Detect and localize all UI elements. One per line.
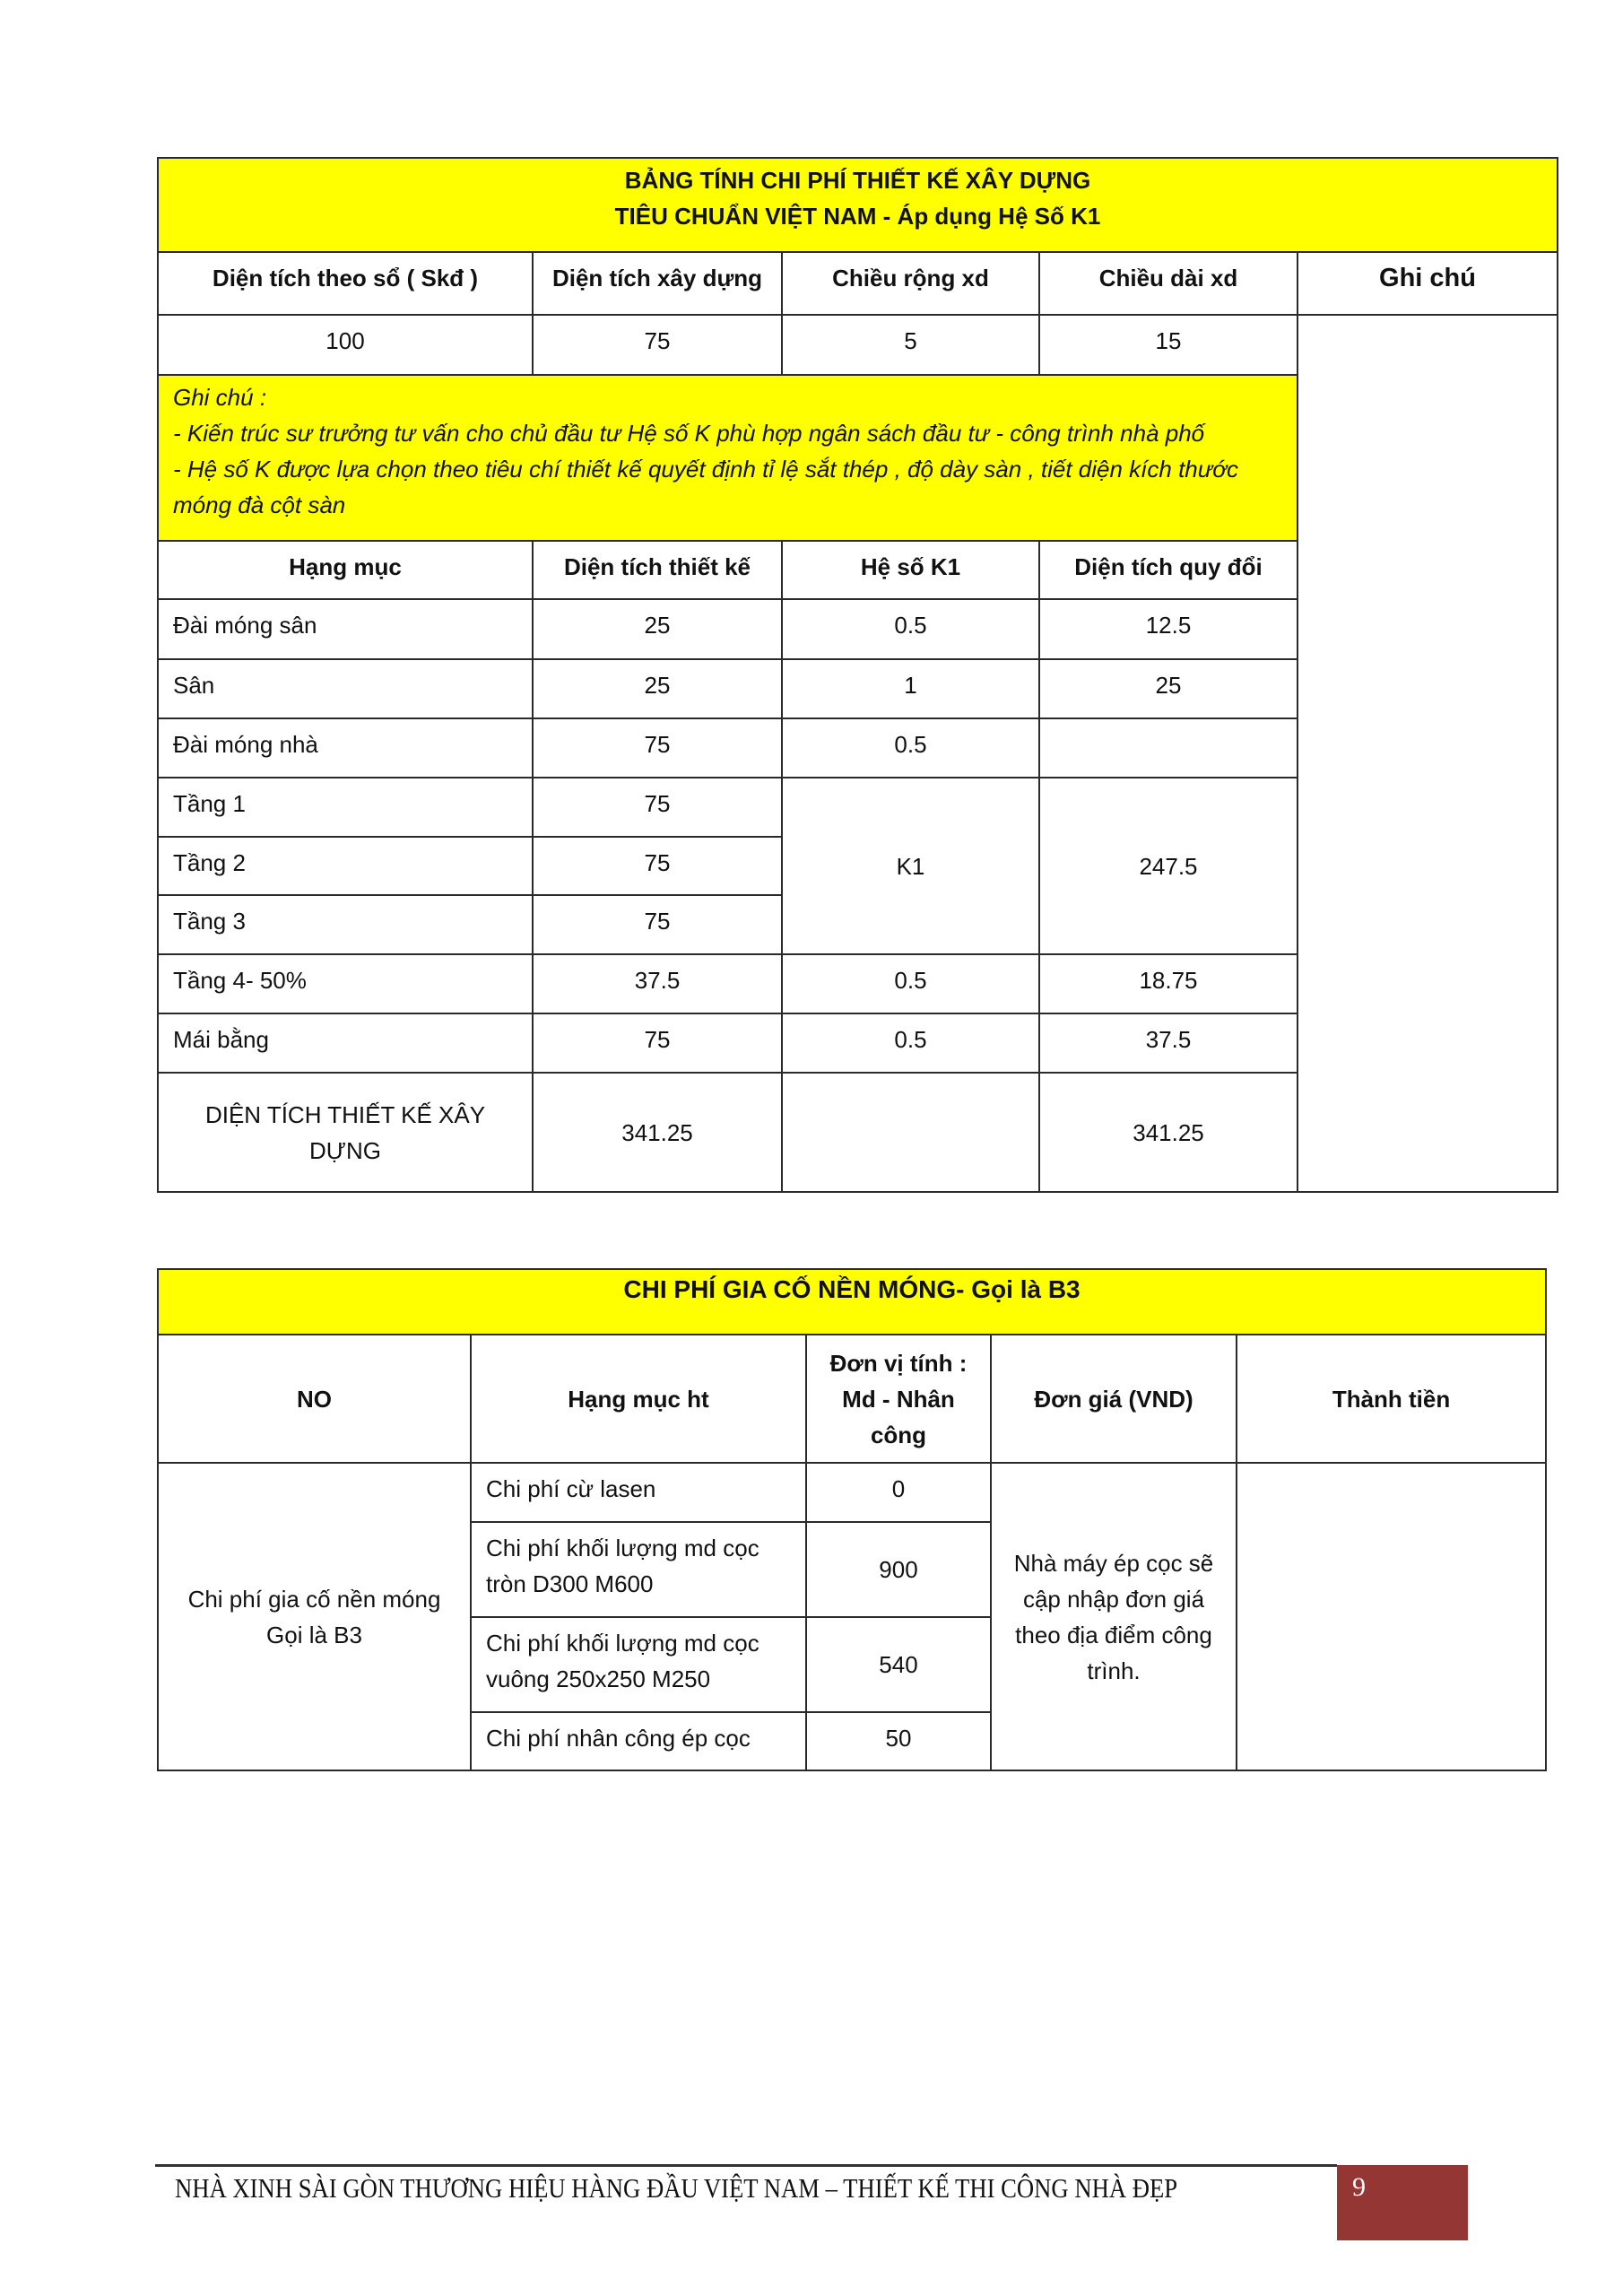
row-k: 0.5 bbox=[782, 718, 1039, 778]
footer-divider bbox=[155, 2164, 1337, 2167]
notes-column-cell bbox=[1298, 315, 1558, 1192]
header-converted-area: Diện tích quy đổi bbox=[1039, 541, 1298, 599]
row-area: 75 bbox=[533, 895, 782, 954]
row-area: 25 bbox=[533, 599, 782, 659]
row-item: Đài móng sân bbox=[158, 599, 533, 659]
row-unit: 540 bbox=[806, 1617, 991, 1712]
page-number-box bbox=[1337, 2165, 1468, 2240]
row-k: 0.5 bbox=[782, 1013, 1039, 1073]
row-item: Chi phí nhân công ép cọc bbox=[471, 1712, 806, 1770]
note-box bbox=[158, 375, 1298, 541]
page-number: 9 bbox=[1352, 2172, 1366, 2202]
price-note: Nhà máy ép cọc sẽ cập nhập đơn giá theo địa điểm công trình. bbox=[991, 1463, 1237, 1770]
group-label: Chi phí gia cố nền móng Gọi là B3 bbox=[158, 1463, 471, 1770]
header-total: Thành tiền bbox=[1237, 1335, 1546, 1463]
table-row bbox=[158, 1463, 1546, 1522]
header-unit: Đơn vị tính : Md - Nhân công bbox=[806, 1335, 991, 1463]
row-converted: 18.75 bbox=[1039, 954, 1298, 1013]
total-converted: 341.25 bbox=[1039, 1073, 1298, 1192]
header-build-area: Diện tích xây dựng bbox=[533, 252, 782, 315]
header-length: Chiều dài xd bbox=[1039, 252, 1298, 315]
total-k bbox=[782, 1073, 1039, 1192]
row-item: Chi phí khối lượng md cọc vuông 250x250 M250 bbox=[471, 1617, 806, 1712]
merged-floors-converted: 247.5 bbox=[1039, 778, 1298, 954]
foundation-cost-title: CHI PHÍ GIA CỐ NỀN MÓNG- Gọi là B3 bbox=[158, 1269, 1546, 1335]
row-area: 75 bbox=[533, 778, 782, 837]
value-length: 15 bbox=[1039, 315, 1298, 375]
row-unit: 0 bbox=[806, 1463, 991, 1522]
row-area: 25 bbox=[533, 659, 782, 718]
row-converted: 25 bbox=[1039, 659, 1298, 718]
row-item: Đài móng nhà bbox=[158, 718, 533, 778]
note-line-1: - Kiến trúc sư trưởng tư vấn cho chủ đầu tư Hệ số K phù hợp ngân sách đầu tư - công trình nhà phố bbox=[173, 420, 1205, 447]
total-label: DIỆN TÍCH THIẾT KẾ XÂY DỰNG bbox=[158, 1073, 533, 1192]
row-k: 1 bbox=[782, 659, 1039, 718]
row-item: Tầng 3 bbox=[158, 895, 533, 954]
row-converted: 12.5 bbox=[1039, 599, 1298, 659]
header-k1: Hệ số K1 bbox=[782, 541, 1039, 599]
header-design-area: Diện tích thiết kế bbox=[533, 541, 782, 599]
row-unit: 900 bbox=[806, 1522, 991, 1617]
row-k: 0.5 bbox=[782, 954, 1039, 1013]
header-item: Hạng mục ht bbox=[471, 1335, 806, 1463]
header-item: Hạng mục bbox=[158, 541, 533, 599]
row-unit: 50 bbox=[806, 1712, 991, 1770]
header-width: Chiều rộng xd bbox=[782, 252, 1039, 315]
header-unit-price: Đơn giá (VND) bbox=[991, 1335, 1237, 1463]
value-width: 5 bbox=[782, 315, 1039, 375]
header-land-area: Diện tích theo sổ ( Skđ ) bbox=[158, 252, 533, 315]
row-converted: 37.5 bbox=[1039, 1013, 1298, 1073]
row-item: Chi phí khối lượng md cọc tròn D300 M600 bbox=[471, 1522, 806, 1617]
row-area: 75 bbox=[533, 718, 782, 778]
value-land-area: 100 bbox=[158, 315, 533, 375]
title-line-1: BẢNG TÍNH CHI PHÍ THIẾT KẾ XÂY DỰNG bbox=[624, 167, 1091, 194]
row-item: Mái bằng bbox=[158, 1013, 533, 1073]
row-converted bbox=[1039, 718, 1298, 778]
design-cost-table bbox=[157, 157, 1558, 1193]
header-notes: Ghi chú bbox=[1298, 252, 1558, 315]
foundation-cost-table bbox=[157, 1268, 1547, 1771]
row-item: Tầng 4- 50% bbox=[158, 954, 533, 1013]
note-line-2: - Hệ số K được lựa chọn theo tiêu chí thiết kế quyết định tỉ lệ sắt thép , độ dày sàn , tiết diện kích thước móng đà cột sàn bbox=[173, 456, 1238, 518]
row-item: Sân bbox=[158, 659, 533, 718]
row-area: 37.5 bbox=[533, 954, 782, 1013]
note-label: Ghi chú : bbox=[173, 384, 267, 411]
header-no: NO bbox=[158, 1335, 471, 1463]
row-item: Chi phí cừ lasen bbox=[471, 1463, 806, 1522]
merged-floors-k: K1 bbox=[782, 778, 1039, 954]
value-build-area: 75 bbox=[533, 315, 782, 375]
total-value-cell bbox=[1237, 1463, 1546, 1770]
design-cost-table-title bbox=[158, 158, 1558, 252]
row-area: 75 bbox=[533, 837, 782, 895]
footer-text: NHÀ XINH SÀI GÒN THƯƠNG HIỆU HÀNG ĐẦU VIỆT NAM – THIẾT KẾ THI CÔNG NHÀ ĐẸP bbox=[175, 2172, 1178, 2204]
total-area: 341.25 bbox=[533, 1073, 782, 1192]
row-area: 75 bbox=[533, 1013, 782, 1073]
title-line-2: TIÊU CHUẨN VIỆT NAM - Áp dụng Hệ Số K1 bbox=[614, 203, 1101, 230]
row-item: Tầng 1 bbox=[158, 778, 533, 837]
row-item: Tầng 2 bbox=[158, 837, 533, 895]
row-k: 0.5 bbox=[782, 599, 1039, 659]
